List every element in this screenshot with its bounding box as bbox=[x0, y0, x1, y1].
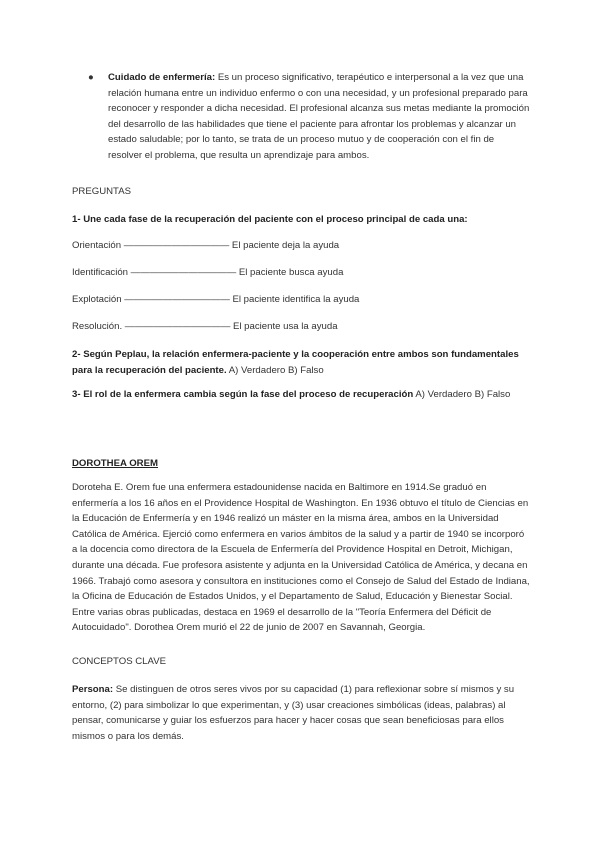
bullet-term: Cuidado de enfermería: bbox=[108, 72, 216, 83]
matching-row-explotacion: Explotación ——————————— El paciente identifica la ayuda bbox=[72, 294, 360, 305]
persona-term: Persona: bbox=[72, 684, 114, 695]
question-2-text: 2- Según Peplau, la relación enfermera-paciente y la cooperación entre ambos son fundamentales para la recuperación del paciente. bbox=[72, 349, 519, 376]
persona-text: Se distinguen de otros seres vivos por su capacidad (1) para reflexionar sobre sí mismos y su entorno, (2) para simbolizar lo que experimentan, y (3) usar creaciones simbólicas (ideas, palabras) al pensar, comunicarse y guiar los esfuerzos para hacer y hacer cosas que sean beneficiosas para ellos mismos o para los demás. bbox=[72, 684, 515, 742]
question-2 bbox=[72, 347, 532, 378]
matching-row-identificacion: Identificación ——————————— El paciente busca ayuda bbox=[72, 267, 344, 278]
persona-definition bbox=[72, 682, 532, 744]
conceptos-clave-title: CONCEPTOS CLAVE bbox=[72, 656, 167, 667]
preguntas-title: PREGUNTAS bbox=[72, 186, 131, 197]
orem-heading: DOROTHEA OREM bbox=[72, 458, 158, 469]
bullet-body: Es un proceso significativo, terapéutico e interpersonal a la vez que una relación humana entre un individuo enfermo o con una necesidad, y un profesional preparado para reconocer y responder a dicha necesidad. El profesional alcanza sus metas mediante la promoción del desarrollo de las habilidades que tiene el paciente para afrontar los problemas y alcanzar un estado saludable; por lo tanto, se trata de un proceso mutuo y de cooperación con el fin de resolver el problema, que resulta un aprendizaje para ambos. bbox=[108, 72, 530, 161]
question-1-title: 1- Une cada fase de la recuperación del paciente con el proceso principal de cada una: bbox=[72, 214, 468, 225]
matching-row-orientacion: Orientación ——————————— El paciente deja la ayuda bbox=[72, 240, 340, 251]
question-2-options: A) Verdadero B) Falso bbox=[226, 364, 324, 376]
bullet-marker: ● bbox=[88, 72, 94, 83]
orem-bio: Doroteha E. Orem fue una enfermera estadounidense nacida en Baltimore en 1914.Se graduó en enfermería a los 16 años en el Providence Hospital de Washington. En 1936 obtuvo el título de Ciencias en la Educación de Enfermería y en 1946 realizó un máster en la misma área, ambos en la Universidad Católica de América. Ejerció como enfermera en varios ámbitos de la salud y a partir de 1940 se incorporó a la docencia como directora de la Escuela de Enfermería del Providence Hospital en Detroit, Michigan, durante una década. Fue profesora asistente y adjunta en la Universidad Católica de América, y decana en 1966. Trabajó como asesora y consultora en instituciones como el Consejo de Salud del Estado de Indiana, la Oficina de Educación de Estados Unidos, y el Departamento de Salud, Educación y Bienestar Social. Entre varias obras publicadas, destaca en 1969 el desarrollo de la "Teoría Enfermera del Déficit de Autocuidado". Dorothea Orem murió el 22 de junio de 2007 en Savannah, Georgia. bbox=[72, 482, 530, 634]
question-3 bbox=[72, 387, 532, 403]
matching-row-resolucion: Resolución. ——————————— El paciente usa la ayuda bbox=[72, 321, 338, 332]
bullet-paragraph bbox=[108, 70, 530, 164]
question-3-text: 3- El rol de la enfermera cambia según la fase del proceso de recuperación bbox=[72, 389, 414, 400]
question-3-options: A) Verdadero B) Falso bbox=[413, 389, 511, 400]
bullet-cuidado-enfermeria bbox=[90, 70, 530, 164]
